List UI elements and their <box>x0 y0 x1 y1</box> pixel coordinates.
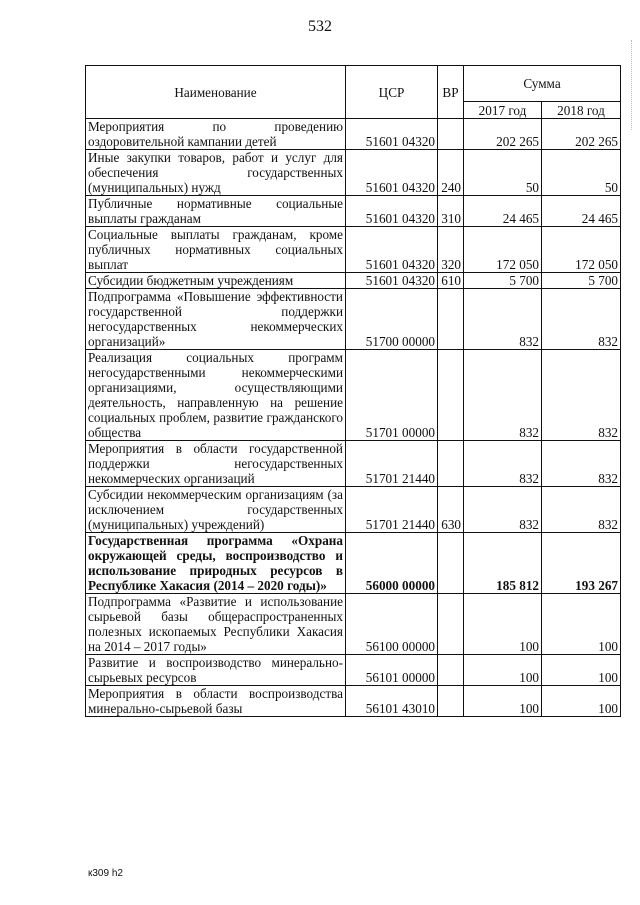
row-name: Мероприятия по проведению оздоровительной кампании детей <box>86 119 346 150</box>
row-sum-2018: 193 267 <box>542 533 621 594</box>
header-vr: ВР <box>438 66 464 119</box>
row-csr: 56000 00000 <box>346 533 438 594</box>
row-name: Субсидии некоммерческим организациям (за исключением государственных (муниципальных) учреждений) <box>86 487 346 533</box>
row-sum-2017: 832 <box>464 350 542 441</box>
row-sum-2017: 100 <box>464 686 542 717</box>
row-csr: 51700 00000 <box>346 289 438 350</box>
row-name: Развитие и воспроизводство минерально-сырьевых ресурсов <box>86 655 346 686</box>
table-row <box>86 594 621 655</box>
row-name: Публичные нормативные социальные выплаты гражданам <box>86 196 346 227</box>
row-vr <box>438 655 464 686</box>
row-sum-2018: 5 700 <box>542 273 621 289</box>
table-row <box>86 533 621 594</box>
row-csr: 51701 21440 <box>346 441 438 487</box>
table-row <box>86 487 621 533</box>
row-sum-2018: 832 <box>542 289 621 350</box>
row-sum-2017: 832 <box>464 441 542 487</box>
row-sum-2018: 832 <box>542 441 621 487</box>
page-number: 532 <box>308 18 332 35</box>
row-sum-2018: 100 <box>542 594 621 655</box>
table-row <box>86 196 621 227</box>
table-row <box>86 289 621 350</box>
row-vr <box>438 289 464 350</box>
header-year-2018: 2018 год <box>542 102 621 119</box>
row-vr <box>438 594 464 655</box>
table-row <box>86 227 621 273</box>
table-row <box>86 119 621 150</box>
row-vr <box>438 350 464 441</box>
row-name: Иные закупки товаров, работ и услуг для обеспечения государственных (муниципальных) нужд <box>86 150 346 196</box>
budget-table <box>85 65 621 717</box>
row-sum-2017: 832 <box>464 487 542 533</box>
row-sum-2018: 202 265 <box>542 119 621 150</box>
row-csr: 51701 21440 <box>346 487 438 533</box>
row-sum-2017: 202 265 <box>464 119 542 150</box>
row-sum-2017: 24 465 <box>464 196 542 227</box>
row-sum-2018: 172 050 <box>542 227 621 273</box>
row-name: Реализация социальных программ негосударственными некоммерческими организациями, осуществляющими деятельность, направленную на решение социальных проблем, развитие гражданского общества <box>86 350 346 441</box>
row-name: Субсидии бюджетным учреждениям <box>86 273 346 289</box>
row-csr: 51701 00000 <box>346 350 438 441</box>
row-name: Подпрограмма «Повышение эффективности государственной поддержки негосударственных некоммерческих организаций» <box>86 289 346 350</box>
row-sum-2018: 100 <box>542 686 621 717</box>
row-sum-2017: 50 <box>464 150 542 196</box>
row-name: Мероприятия в области государственной поддержки негосударственных некоммерческих организаций <box>86 441 346 487</box>
header-name: Наименование <box>86 66 346 119</box>
row-sum-2018: 24 465 <box>542 196 621 227</box>
header-year-2017: 2017 год <box>464 102 542 119</box>
row-csr: 51601 04320 <box>346 227 438 273</box>
row-csr: 56101 00000 <box>346 655 438 686</box>
table-row <box>86 441 621 487</box>
row-name: Государственная программа «Охрана окружающей среды, воспроизводство и использование природных ресурсов в Республике Хакасия (2014 – 2020 годы)» <box>86 533 346 594</box>
header-sum: Сумма <box>464 66 621 102</box>
row-vr: 240 <box>438 150 464 196</box>
row-vr <box>438 119 464 150</box>
table-row <box>86 686 621 717</box>
row-sum-2017: 100 <box>464 594 542 655</box>
footer-code: к309 h2 <box>88 868 123 879</box>
row-vr <box>438 441 464 487</box>
row-name: Социальные выплаты гражданам, кроме публичных нормативных социальных выплат <box>86 227 346 273</box>
row-vr: 610 <box>438 273 464 289</box>
row-vr <box>438 533 464 594</box>
header-csr: ЦСР <box>346 66 438 119</box>
table-row <box>86 350 621 441</box>
row-csr: 51601 04320 <box>346 150 438 196</box>
row-sum-2018: 50 <box>542 150 621 196</box>
row-sum-2018: 832 <box>542 487 621 533</box>
row-vr <box>438 686 464 717</box>
table-row <box>86 273 621 289</box>
row-sum-2017: 172 050 <box>464 227 542 273</box>
row-sum-2018: 832 <box>542 350 621 441</box>
margin-mark <box>631 40 636 130</box>
row-csr: 51601 04320 <box>346 273 438 289</box>
row-vr: 630 <box>438 487 464 533</box>
row-vr: 320 <box>438 227 464 273</box>
row-csr: 56100 00000 <box>346 594 438 655</box>
row-csr: 56101 43010 <box>346 686 438 717</box>
row-csr: 51601 04320 <box>346 196 438 227</box>
row-vr: 310 <box>438 196 464 227</box>
row-sum-2017: 100 <box>464 655 542 686</box>
table-row <box>86 655 621 686</box>
row-sum-2017: 5 700 <box>464 273 542 289</box>
row-sum-2018: 100 <box>542 655 621 686</box>
row-sum-2017: 832 <box>464 289 542 350</box>
row-name: Подпрограмма «Развитие и использование сырьевой базы общераспространенных полезных ископаемых Республики Хакасия на 2014 – 2017 годы» <box>86 594 346 655</box>
row-csr: 51601 04320 <box>346 119 438 150</box>
table-row <box>86 150 621 196</box>
row-sum-2017: 185 812 <box>464 533 542 594</box>
row-name: Мероприятия в области воспроизводства минерально-сырьевой базы <box>86 686 346 717</box>
